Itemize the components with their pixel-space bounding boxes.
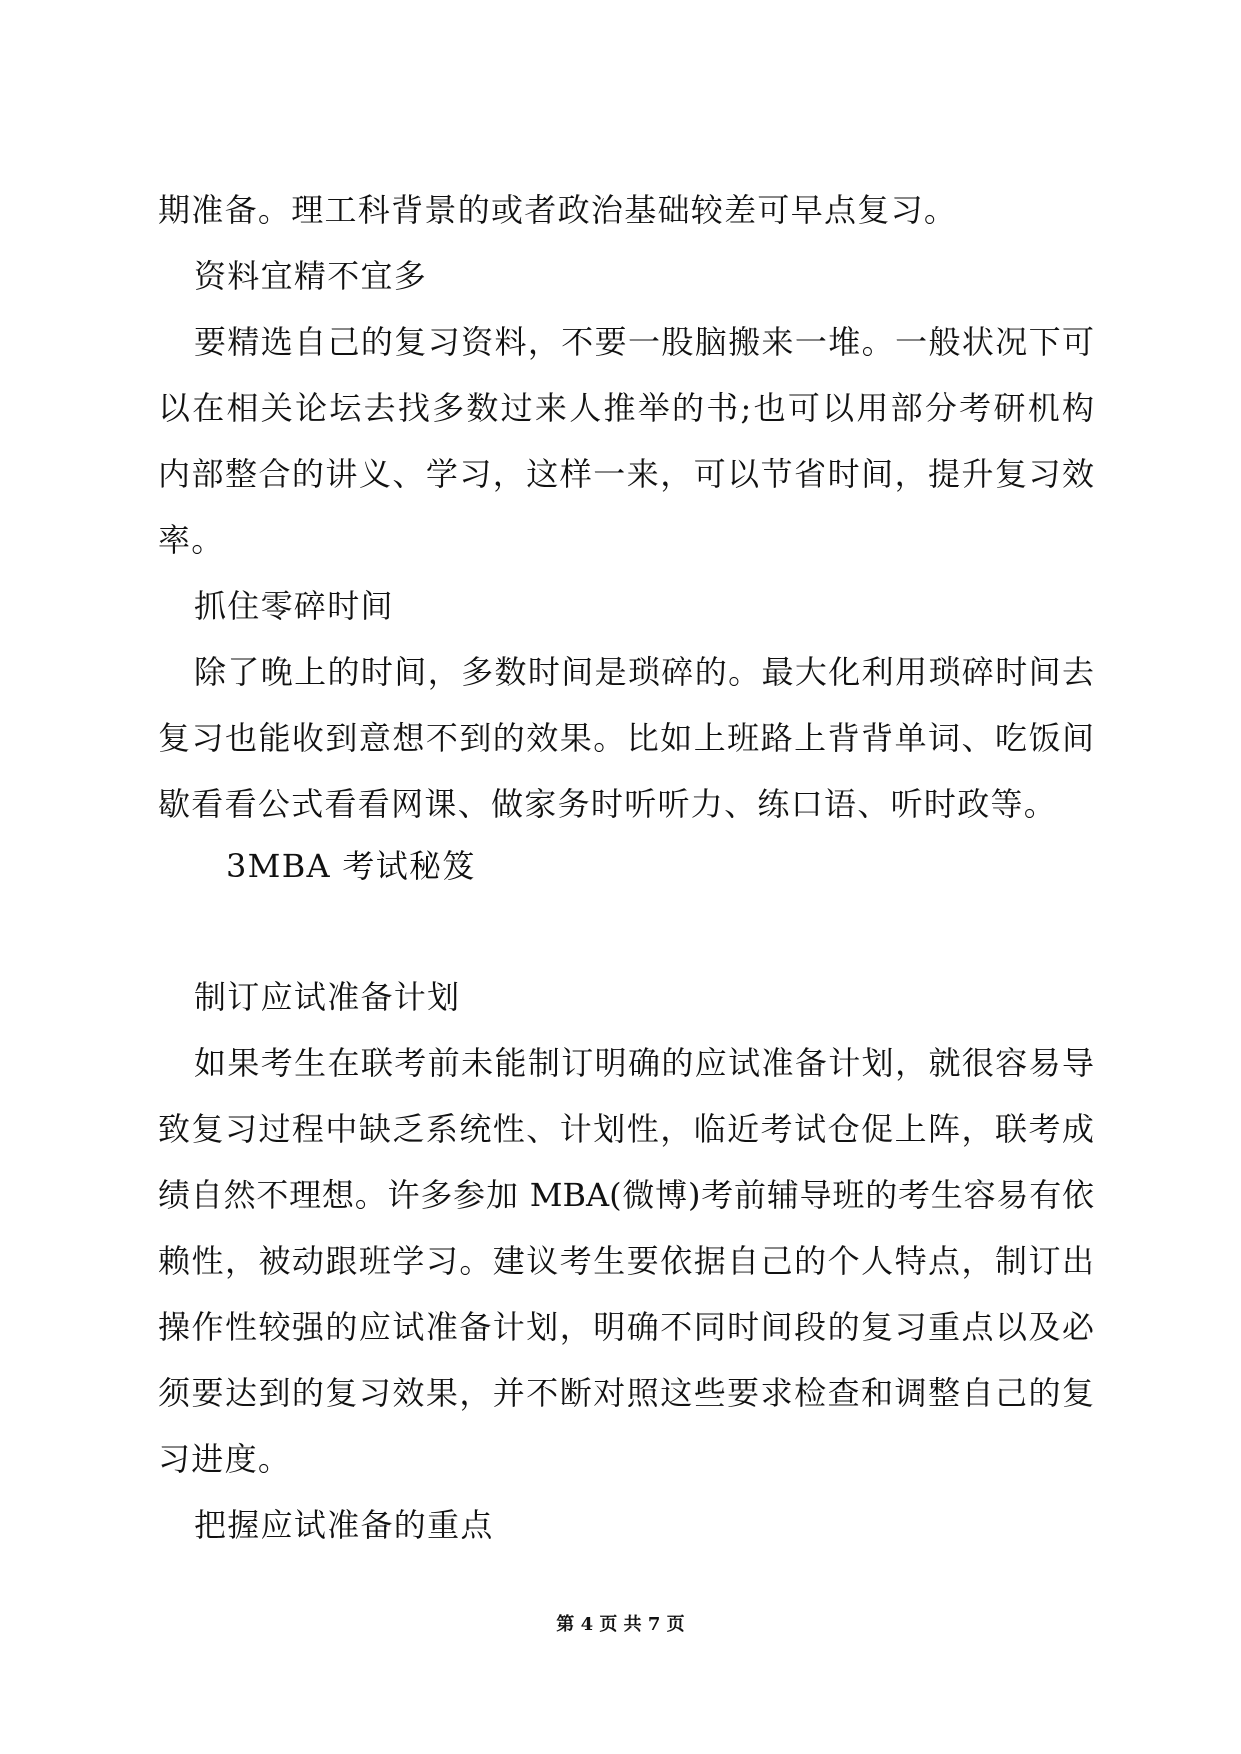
subheading-materials: 资料宜精不宜多 (194, 257, 428, 295)
paragraph-line: 操作性较强的应试准备计划，明确不同时间段的复习重点以及必 (158, 1308, 1094, 1346)
paragraph-line: 期准备。理工科背景的或者政治基础较差可早点复习。 (158, 191, 958, 229)
paragraph-line: 须要达到的复习效果，并不断对照这些要求检查和调整自己的复 (158, 1374, 1094, 1412)
subheading-key-points: 把握应试准备的重点 (194, 1506, 494, 1544)
paragraph-line: 除了晚上的时间，多数时间是琐碎的。最大化利用琐碎时间去 (194, 653, 1094, 691)
paragraph-line: 致复习过程中缺乏系统性、计划性，临近考试仓促上阵，联考成 (158, 1110, 1094, 1148)
page-footer: 第 4 页 共 7 页 (556, 1614, 685, 1635)
paragraph-line: 赖性，被动跟班学习。建议考生要依据自己的个人特点，制订出 (158, 1242, 1094, 1280)
paragraph-line: 内部整合的讲义、学习，这样一来，可以节省时间，提升复习效 (158, 455, 1094, 493)
section-title: 3MBA 考试秘笈 (226, 847, 476, 885)
subheading-spare-time: 抓住零碎时间 (194, 587, 394, 625)
paragraph-line: 习进度。 (158, 1440, 292, 1478)
paragraph-line: 如果考生在联考前未能制订明确的应试准备计划，就很容易导 (194, 1044, 1094, 1082)
subheading-study-plan: 制订应试准备计划 (194, 978, 461, 1016)
paragraph-line: 率。 (158, 521, 225, 559)
paragraph-line: 复习也能收到意想不到的效果。比如上班路上背背单词、吃饭间 (158, 719, 1094, 757)
paragraph-line: 绩自然不理想。许多参加 MBA(微博)考前辅导班的考生容易有依 (158, 1176, 1094, 1214)
paragraph-line: 歇看看公式看看网课、做家务时听听力、练口语、听时政等。 (158, 785, 1058, 823)
paragraph-line: 要精选自己的复习资料，不要一股脑搬来一堆。一般状况下可 (194, 323, 1094, 361)
paragraph-line: 以在相关论坛去找多数过来人推举的书;也可以用部分考研机构 (158, 389, 1094, 427)
